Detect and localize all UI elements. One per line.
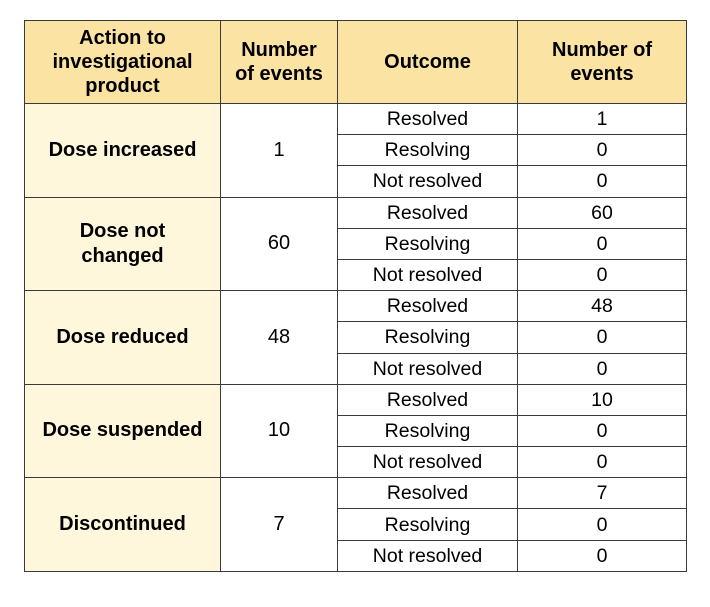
table-body <box>25 104 687 572</box>
action-cell <box>25 197 221 291</box>
action-cell <box>25 104 221 198</box>
outcome-count-cell: 0 <box>518 259 687 290</box>
action-label: changed <box>81 244 164 267</box>
action-cell <box>25 384 221 478</box>
outcome-count-cell: 0 <box>518 228 687 259</box>
table-row <box>25 197 687 228</box>
table-header <box>25 21 687 104</box>
outcome-count-cell: 0 <box>518 322 687 353</box>
header-number-events <box>221 21 338 104</box>
action-count-cell: 48 <box>221 291 338 385</box>
outcome-cell: Resolving <box>338 135 518 166</box>
outcome-cell: Not resolved <box>338 540 518 571</box>
action-count-cell: 1 <box>221 104 338 198</box>
action-label: Dose not <box>79 219 166 242</box>
outcome-cell: Not resolved <box>338 447 518 478</box>
outcome-cell: Resolved <box>338 478 518 509</box>
outcome-count-cell: 0 <box>518 353 687 384</box>
outcome-cell: Resolved <box>338 197 518 228</box>
header-action <box>25 21 221 104</box>
outcome-count-cell: 1 <box>518 104 687 135</box>
header-number-events-line: Number <box>241 39 317 61</box>
outcome-cell: Resolving <box>338 322 518 353</box>
events-table <box>24 20 687 572</box>
header-outcome: Outcome <box>338 21 518 104</box>
action-count-cell: 10 <box>221 384 338 478</box>
action-label: Dose suspended <box>42 419 203 442</box>
header-number-of-events-line: Number of <box>552 39 652 61</box>
outcome-cell: Not resolved <box>338 166 518 197</box>
header-action-line: Action to <box>79 27 166 49</box>
table-row <box>25 384 687 415</box>
action-cell <box>25 478 221 572</box>
outcome-count-cell: 0 <box>518 447 687 478</box>
action-label: Discontinued <box>59 513 186 536</box>
outcome-count-cell: 0 <box>518 540 687 571</box>
outcome-count-cell: 60 <box>518 197 687 228</box>
header-number-of-events-line: events <box>570 63 634 85</box>
header-number-of-events <box>518 21 687 104</box>
table-row <box>25 291 687 322</box>
outcome-cell: Resolved <box>338 291 518 322</box>
outcome-count-cell: 10 <box>518 384 687 415</box>
header-action-line: investigational <box>52 51 193 73</box>
outcome-count-cell: 0 <box>518 135 687 166</box>
action-count-cell: 60 <box>221 197 338 291</box>
outcome-count-cell: 0 <box>518 415 687 446</box>
outcome-cell: Resolving <box>338 415 518 446</box>
outcome-count-cell: 0 <box>518 166 687 197</box>
outcome-cell: Not resolved <box>338 353 518 384</box>
outcome-count-cell: 0 <box>518 509 687 540</box>
table-row <box>25 478 687 509</box>
outcome-count-cell: 7 <box>518 478 687 509</box>
outcome-count-cell: 48 <box>518 291 687 322</box>
outcome-cell: Resolving <box>338 509 518 540</box>
action-count-cell: 7 <box>221 478 338 572</box>
outcome-cell: Resolving <box>338 228 518 259</box>
header-row <box>25 21 687 104</box>
action-label: Dose reduced <box>56 325 189 348</box>
action-cell <box>25 291 221 385</box>
action-label: Dose increased <box>48 138 197 161</box>
outcome-cell: Resolved <box>338 384 518 415</box>
outcome-cell: Not resolved <box>338 259 518 290</box>
header-number-events-line: of events <box>235 63 323 85</box>
outcome-cell: Resolved <box>338 104 518 135</box>
table-row <box>25 104 687 135</box>
header-action-line: product <box>85 75 160 97</box>
